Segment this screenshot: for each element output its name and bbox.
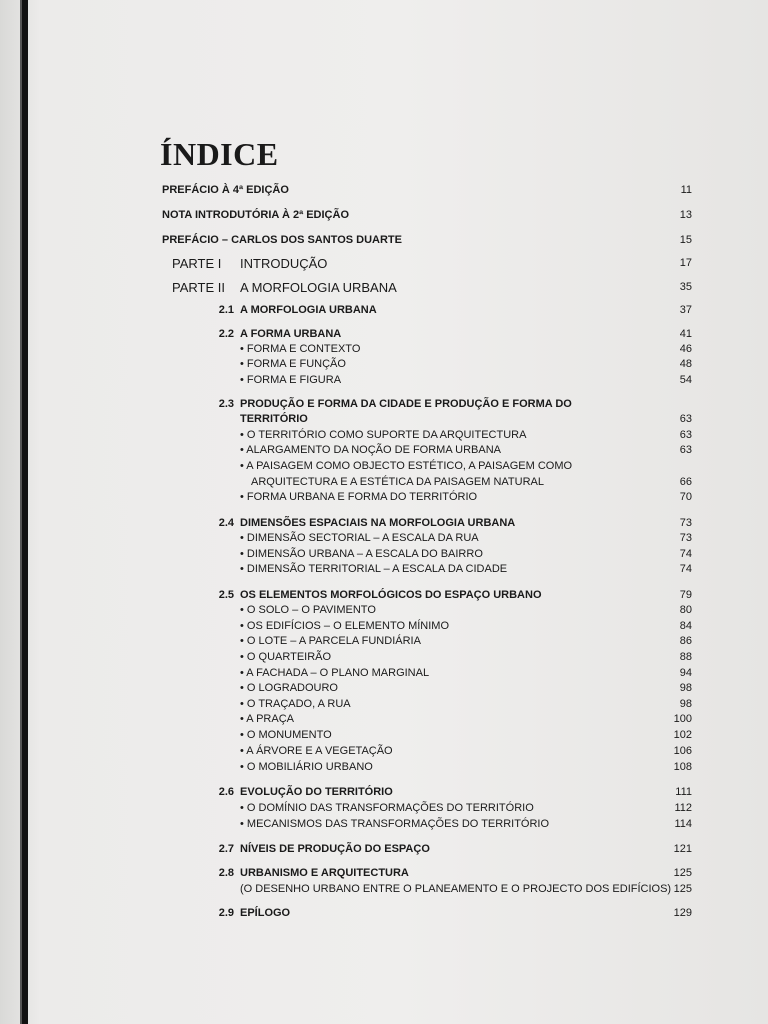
toc-page-number: 17 [679, 257, 692, 269]
toc-entry-text: NOTA INTRODUTÓRIA À 2ª EDIÇÃO [162, 209, 349, 221]
toc-entry-text: • O MOBILIÁRIO URBANO [240, 761, 373, 773]
toc-page-number: 114 [674, 818, 692, 830]
toc-page-number: 94 [679, 667, 692, 679]
toc-entry-text: TERRITÓRIO [240, 413, 308, 425]
toc-entry-text: • FORMA URBANA E FORMA DO TERRITÓRIO [240, 491, 478, 503]
toc-entry-text: • DIMENSÃO TERRITORIAL – A ESCALA DA CIDADE [240, 563, 508, 575]
toc-entry-text: EVOLUÇÃO DO TERRITÓRIO [240, 786, 393, 798]
toc-page-number: 112 [674, 802, 692, 814]
toc-entry-text: NÍVEIS DE PRODUÇÃO DO ESPAÇO [240, 843, 430, 855]
toc-entry-text: • O LOTE – A PARCELA FUNDIÁRIA [240, 635, 421, 647]
toc-number: 2.7 [218, 843, 234, 855]
toc-entry-text: • ALARGAMENTO DA NOÇÃO DE FORMA URBANA [240, 444, 501, 456]
toc-entry-text: • O TERRITÓRIO COMO SUPORTE DA ARQUITECTURA [240, 429, 527, 441]
toc-entry-text: OS ELEMENTOS MORFOLÓGICOS DO ESPAÇO URBANO [240, 589, 542, 601]
toc-page-number: 74 [679, 563, 692, 575]
toc-page-number: 125 [673, 867, 692, 879]
toc-page-number: 98 [679, 698, 692, 710]
toc-number: PARTE II [172, 280, 225, 295]
toc-entry-text: PREFÁCIO À 4ª EDIÇÃO [162, 184, 289, 196]
toc-entry-text: • A ÁRVORE E A VEGETAÇÃO [240, 745, 393, 757]
toc-entry-text: INTRODUÇÃO [240, 256, 328, 271]
toc-page-number: 13 [679, 209, 692, 221]
toc-entry-text: • DIMENSÃO URBANA – A ESCALA DO BAIRRO [240, 548, 483, 560]
toc-number: 2.5 [218, 589, 234, 601]
toc-number: PARTE I [172, 256, 222, 271]
toc-number: 2.6 [218, 786, 234, 798]
toc-entry-text: DIMENSÕES ESPACIAIS NA MORFOLOGIA URBANA [240, 517, 516, 529]
toc-page-number: 80 [679, 604, 692, 616]
toc-entry-text: • O QUARTEIRÃO [240, 651, 332, 663]
toc-entry-text: • DIMENSÃO SECTORIAL – A ESCALA DA RUA [240, 532, 479, 544]
toc-page-number: 63 [679, 413, 692, 425]
toc-page-number: 88 [679, 651, 692, 663]
toc-entry-text: • A FACHADA – O PLANO MARGINAL [240, 667, 430, 679]
toc-entry-text: EPÍLOGO [240, 907, 291, 919]
toc-entry-text: • O DOMÍNIO DAS TRANSFORMAÇÕES DO TERRITÓRIO [240, 802, 534, 814]
toc-number: 2.4 [218, 517, 234, 529]
toc-entry-text: ARQUITECTURA E A ESTÉTICA DA PAISAGEM NATURAL [251, 476, 544, 488]
toc-number: 2.2 [218, 328, 234, 340]
toc-page-number: 63 [679, 429, 692, 441]
toc-page-number: 125 [673, 883, 692, 895]
toc-number: 2.9 [218, 907, 234, 919]
toc-entry-text: PRODUÇÃO E FORMA DA CIDADE E PRODUÇÃO E FORMA DO [240, 398, 572, 410]
toc-number: 2.3 [218, 398, 234, 410]
toc-page-number: 79 [679, 589, 692, 601]
toc-page-number: 108 [673, 761, 692, 773]
toc-number: 2.8 [218, 867, 234, 879]
toc-entry-text: • MECANISMOS DAS TRANSFORMAÇÕES DO TERRITÓRIO [240, 818, 550, 830]
toc-page-number: 102 [673, 729, 692, 741]
toc-page-number: 11 [680, 184, 692, 196]
toc-page-number: 54 [679, 374, 692, 386]
toc-page-number: 63 [679, 444, 692, 456]
toc-entry-text: • A PRAÇA [240, 713, 294, 725]
toc-page-number: 129 [673, 907, 692, 919]
toc-page-number: 73 [679, 532, 692, 544]
toc-entry-text: • O TRAÇADO, A RUA [240, 698, 351, 710]
toc-page-number: 41 [679, 328, 692, 340]
toc-page-number: 84 [679, 620, 692, 632]
toc-page-number: 98 [679, 682, 692, 694]
toc-page-number: 86 [679, 635, 692, 647]
toc-page-number: 48 [679, 358, 692, 370]
toc-entry-text: A MORFOLOGIA URBANA [240, 280, 397, 295]
toc-entry-text: A FORMA URBANA [240, 328, 342, 340]
toc-page-number: 35 [679, 281, 692, 293]
binding-shadow [22, 0, 28, 1024]
toc-page-number: 37 [679, 304, 692, 316]
toc-entry-text: • O SOLO – O PAVIMENTO [240, 604, 376, 616]
page-title: ÍNDICE [160, 136, 279, 172]
toc-page-number: 66 [679, 476, 692, 488]
toc-entry-text: A MORFOLOGIA URBANA [240, 304, 377, 316]
toc-page-number: 70 [679, 491, 692, 503]
toc-entry-text: • OS EDIFÍCIOS – O ELEMENTO MÍNIMO [240, 620, 450, 632]
toc-entry-text: URBANISMO E ARQUITECTURA [240, 867, 409, 879]
toc-page-number: 100 [673, 713, 692, 725]
toc-page-number: 111 [675, 786, 692, 798]
toc-page-number: 46 [679, 343, 692, 355]
toc-number: 2.1 [218, 304, 234, 316]
toc-entry-text: • O MONUMENTO [240, 729, 332, 741]
toc-page-number: 74 [679, 548, 692, 560]
toc-entry-text: PREFÁCIO – CARLOS DOS SANTOS DUARTE [162, 234, 402, 246]
toc-page-number: 121 [673, 843, 692, 855]
toc-page-number: 15 [679, 234, 692, 246]
toc-page-number: 73 [679, 517, 692, 529]
toc-entry-text: • FORMA E FUNÇÃO [240, 358, 346, 370]
toc-entry-text: (O DESENHO URBANO ENTRE O PLANEAMENTO E O PROJECTO DOS EDIFÍCIOS) [240, 883, 672, 895]
toc-page-number: 106 [673, 745, 692, 757]
toc-entry-text: • A PAISAGEM COMO OBJECTO ESTÉTICO, A PAISAGEM COMO [240, 460, 573, 472]
toc-entry-text: • FORMA E CONTEXTO [240, 343, 361, 355]
toc-entry-text: • FORMA E FIGURA [240, 374, 342, 386]
toc-entry-text: • O LOGRADOURO [240, 682, 338, 694]
